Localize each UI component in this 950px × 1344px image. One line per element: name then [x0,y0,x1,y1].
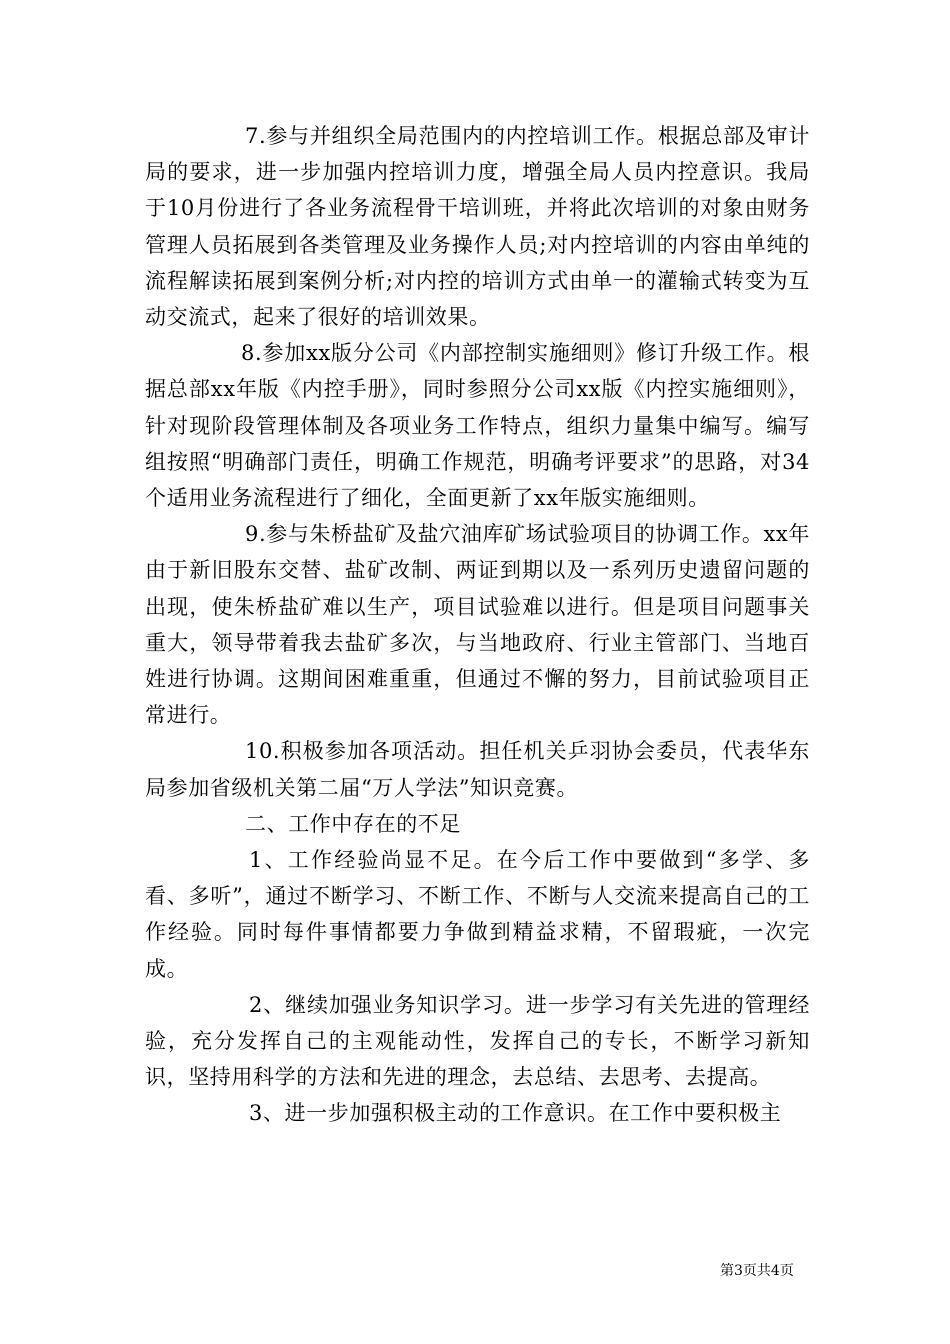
paragraph-item-9: 9.参与朱桥盐矿及盐穴油库矿场试验项目的协调工作。xx年由于新旧股东交替、盐矿改制、两证到期以及一系列历史遗留问题的出现，使朱桥盐矿难以生产，项目试验难以进行。但是项目问题事关重大，领导带着我去盐矿多次，与当地政府、行业主管部门、当地百姓进行协调。这期间困难重重，但通过不懈的努力，目前试验项目正常进行。 [145,522,810,728]
document-body [145,118,810,1132]
page-number-footer: 第3页共4页 [720,1263,794,1279]
paragraph-shortcoming-2: 2、继续加强业务知识学习。进一步学习有关先进的管理经验，充分发挥自己的主观能动性，发挥自己的专长，不断学习新知识，坚持用科学的方法和先进的理念，去总结、去思考、去提高。 [145,992,810,1090]
paragraph-item-10: 10.积极参加各项活动。担任机关乒羽协会委员，代表华东局参加省级机关第二届“万人学法”知识竞赛。 [145,739,810,800]
section-heading-shortcomings: 二、工作中存在的不足 [245,811,461,836]
paragraph-item-8: 8.参加xx版分公司《内部控制实施细则》修订升级工作。根据总部xx年版《内控手册》，同时参照分公司xx版《内控实施细则》，针对现阶段管理体制及各项业务工作特点，组织力量集中编写。编写组按照“明确部门责任，明确工作规范，明确考评要求”的思路，对34个适用业务流程进行了细化，全面更新了xx年版实施细则。 [145,341,810,511]
paragraph-item-7: 7.参与并组织全局范围内的内控培训工作。根据总部及审计局的要求，进一步加强内控培训力度，增强全局人员内控意识。我局于10月份进行了各业务流程骨干培训班，并将此次培训的对象由财务管理人员拓展到各类管理及业务操作人员;对内控培训的内容由单纯的流程解读拓展到案例分析;对内控的培训方式由单一的灌输式转变为互动交流式，起来了很好的培训效果。 [145,124,810,330]
paragraph-shortcoming-1: 1、工作经验尚显不足。在今后工作中要做到“多学、多看、多听”，通过不断学习、不断工作、不断与人交流来提高自己的工作经验。同时每件事情都要力争做到精益求精，不留瑕疵，一次完成。 [145,848,810,981]
paragraph-shortcoming-3: 3、进一步加强积极主动的工作意识。在工作中要积极主 [249,1101,782,1126]
